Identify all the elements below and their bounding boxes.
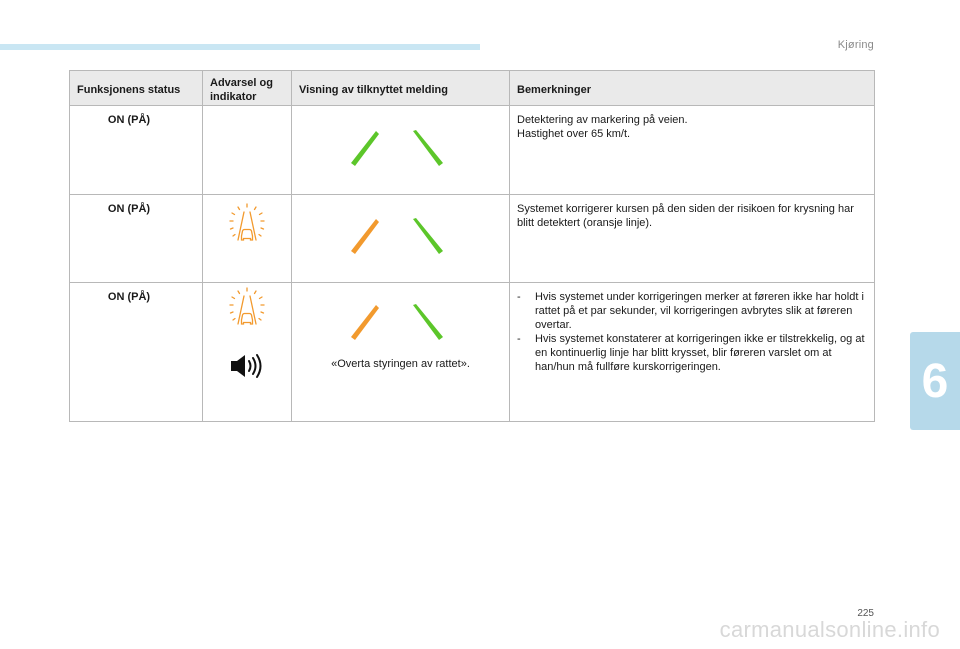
lane-line-right <box>413 130 443 166</box>
lane-keeping-status-table <box>69 70 875 422</box>
note-line: Systemet korrigerer kursen på den siden der risikoen for krysning har blitt detektert (oransje linje). <box>517 203 854 229</box>
indicator-cell <box>203 106 292 195</box>
notes-list <box>517 290 867 374</box>
lane-lines-icon <box>351 218 451 254</box>
message-cell <box>292 283 510 422</box>
column-header-message: Visning av tilknyttet melding <box>292 71 510 106</box>
message-text: «Overta styringen av rattet». <box>331 358 470 370</box>
lane-line-left <box>351 219 379 254</box>
note-line: Hastighet over 65 km/t. <box>517 128 631 140</box>
indicator-cell <box>203 283 292 422</box>
lane-lines-icon <box>351 130 451 166</box>
message-cell <box>292 195 510 283</box>
status-text: ON (PÅ) <box>107 291 151 303</box>
watermark: carmanualsonline.info <box>719 617 940 642</box>
table-row <box>70 106 875 195</box>
note-line: Detektering av markering på veien. <box>517 114 688 126</box>
status-cell <box>70 106 203 195</box>
chapter-tab <box>910 332 960 430</box>
message-cell <box>292 106 510 195</box>
lane-keeping-warning-icon <box>229 203 265 247</box>
column-header-indicator: Advarsel og indikator <box>203 71 292 106</box>
page-number: 225 <box>857 608 874 619</box>
list-item: - Hvis systemet konstaterer at korrigeringen ikke er tilstrekkelig, og at en kontinuerlig linje har blitt krysset, blir føreren varslet om at han/hun må fullføre kurskorrigeringen. <box>517 332 867 374</box>
table-header-row <box>70 71 875 106</box>
speaker-icon <box>227 353 267 379</box>
column-header-notes: Bemerkninger <box>510 71 875 106</box>
indicator-cell <box>203 195 292 283</box>
status-cell <box>70 283 203 422</box>
notes-cell <box>510 106 875 195</box>
table-row <box>70 195 875 283</box>
status-text: ON (PÅ) <box>107 203 151 215</box>
table-row <box>70 283 875 422</box>
lane-lines-icon <box>351 304 451 340</box>
section-title: Kjøring <box>837 39 874 51</box>
notes-cell <box>510 283 875 422</box>
lane-line-left <box>351 305 379 340</box>
list-item: - Hvis systemet under korrigeringen merker at føreren ikke har holdt i rattet på et par sekunder, vil korrigeringen avbrytes slik at føreren overtar. <box>517 290 867 332</box>
header-accent-bar <box>0 44 480 50</box>
lane-line-left <box>351 131 379 166</box>
chapter-number: 6 <box>921 354 949 408</box>
status-text: ON (PÅ) <box>107 114 151 126</box>
lane-line-right <box>413 218 443 254</box>
lane-keeping-warning-icon <box>229 287 265 331</box>
notes-cell <box>510 195 875 283</box>
status-cell <box>70 195 203 283</box>
lane-line-right <box>413 304 443 340</box>
column-header-status: Funksjonens status <box>70 71 203 106</box>
